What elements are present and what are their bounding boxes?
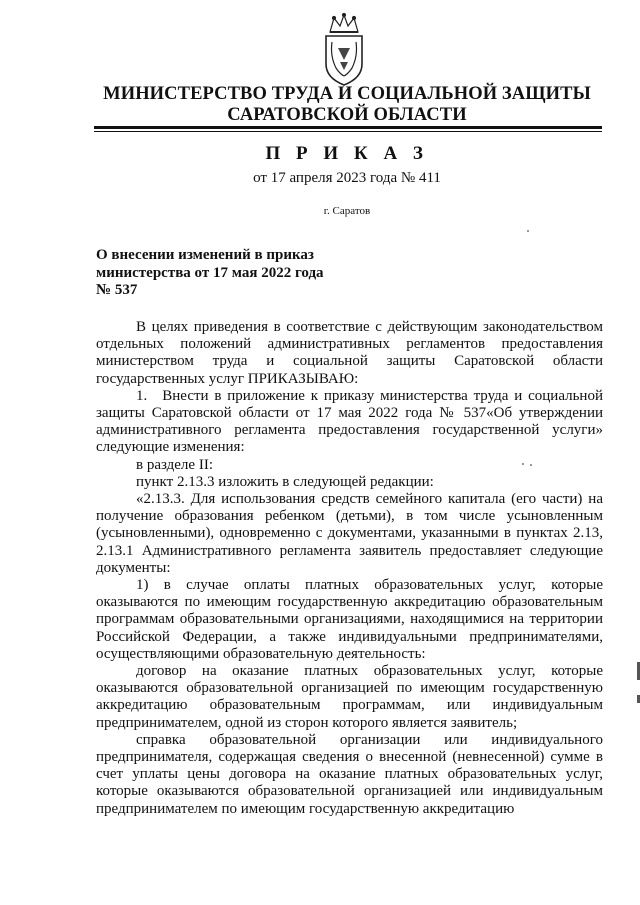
ministry-header <box>94 84 600 126</box>
body-paragraph: пункт 2.13.3 изложить в следующей редакции: <box>136 473 434 490</box>
scan-speck <box>522 463 524 465</box>
header-rule-thin <box>94 131 602 132</box>
order-city: г. Саратов <box>323 205 371 217</box>
saratov-coat-of-arms-icon <box>318 12 370 88</box>
subject-line3: № 537 <box>96 282 138 298</box>
body-paragraph: справка образовательной организации или индивидуального предпринимателя, содержащая сведения о внесенной (невнесенной) сумме в счет уплаты цены договора на оказание платных образовательных услуг, которые оказываются образовательной организацией или индивидуальным предпринимателем по имеющим государственную аккредитацию <box>96 731 603 817</box>
order-body <box>96 319 603 818</box>
order-date-line: от 17 апреля 2023 года № 411 <box>253 170 441 186</box>
body-paragraph: 1) в случае оплаты платных образовательных услуг, которые оказываются по имеющим государственную аккредитацию образовательным программам образовательными организациями, находящимися на территории Российской Федерации, а также индивидуальными предпринимателями, осуществляющими образовательную деятельность: <box>96 577 603 662</box>
scan-speck <box>530 464 532 466</box>
body-paragraph: договор на оказание платных образовательных услуг, которые оказываются образовательной организацией по имеющим государственную аккредитацию образовательным программам, или индивидуальным предпринимателем, одной из сторон которого является заявитель; <box>96 663 603 731</box>
scan-speck <box>527 230 529 232</box>
order-title: П Р И К А З <box>265 143 429 164</box>
body-paragraph: в разделе II: <box>136 456 213 473</box>
body-paragraph: 1. Внести в приложение к приказу министерства труда и социальной защиты Саратовской области от 17 мая 2022 года № 537«Об утверждении административного регламента предоставления государственной услуги» следующие изменения: <box>96 387 603 456</box>
subject-line1: О внесении изменений в приказ <box>96 247 314 263</box>
order-subject <box>96 247 416 300</box>
ministry-header-line1: МИНИСТЕРСТВО ТРУДА И СОЦИАЛЬНОЙ ЗАЩИТЫ <box>103 84 591 104</box>
ministry-header-line2: САРАТОВСКОЙ ОБЛАСТИ <box>227 105 467 125</box>
subject-line2: министерства от 17 мая 2022 года <box>96 264 324 281</box>
body-paragraph: В целях приведения в соответствие с действующим законодательством отдельных положений административных регламентов предоставления министерством труда и социальной защиты Саратовской области государственных услуг ПРИКАЗЫВАЮ: <box>96 319 603 387</box>
header-rule-thick <box>94 126 602 129</box>
body-paragraph: «2.13.3. Для использования средств семейного капитала (его части) на получение образования ребенком (детьми), в том числе усыновленным (усыновленными), одновременно с документами, указанными в пунктах 2.13, 2.13.1 Административного регламента заявитель предоставляет следующие документы: <box>96 491 603 576</box>
